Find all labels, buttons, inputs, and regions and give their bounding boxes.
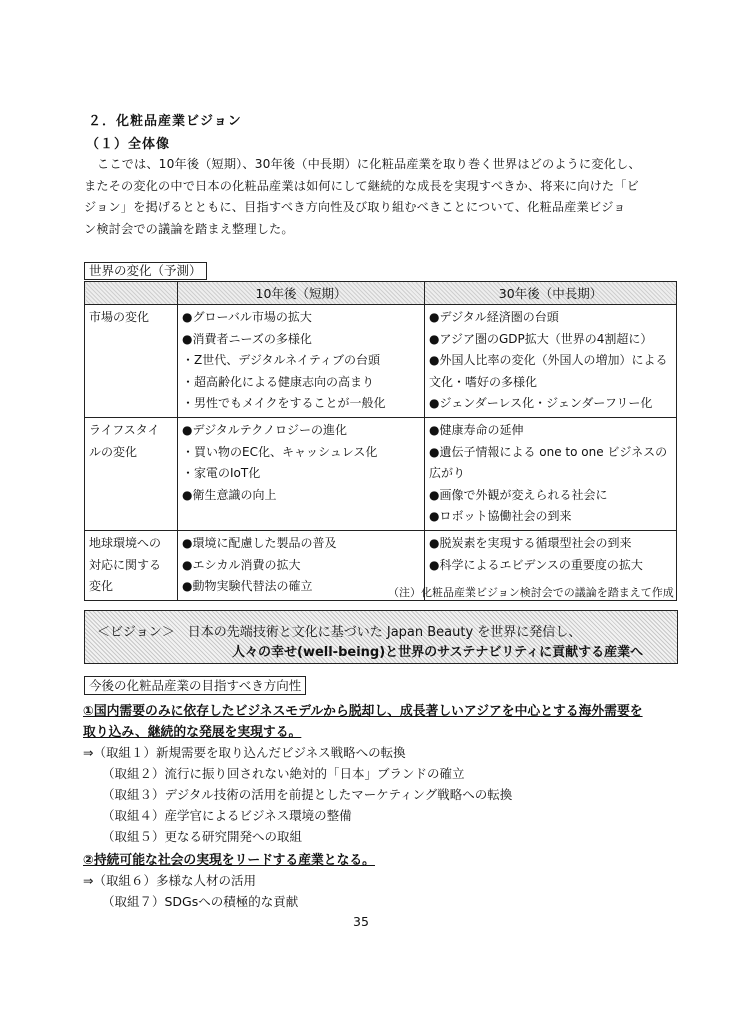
intro-line: ここでは、10年後（短期）、30年後（中長期）に化粧品産業を取り巻く世界はどのように変化し、	[97, 157, 641, 171]
cell-line: ●アジア圏のGDP拡大（世界の4割超に）	[429, 331, 653, 346]
short-term-cell	[178, 305, 425, 418]
section-heading: ２．化粧品産業ビジョン	[88, 114, 242, 129]
table-header-cell	[85, 282, 178, 305]
table-note: （注）化粧品産業ビジョン検討会での議論を踏まえて作成	[388, 586, 674, 599]
cell-line: ・買い物のEC化、キャッシュレス化	[182, 444, 378, 459]
cell-line: ●エシカル消費の拡大	[182, 557, 301, 572]
cell-line: 変化	[89, 579, 114, 594]
cell-line: ルの変化	[89, 444, 138, 459]
cell-line: ●環境に配慮した製品の普及	[182, 535, 337, 550]
cell-line: ●消費者ニーズの多様化	[182, 331, 312, 346]
directions-label: 今後の化粧品産業の目指すべき方向性	[84, 676, 306, 695]
cell-line: ライフスタイ	[89, 422, 160, 437]
table-row	[85, 417, 677, 530]
long-term-cell	[425, 305, 677, 418]
cell-line: ●画像で外観が変えられる社会に	[429, 487, 608, 502]
direction-1-line-1: ①国内需要のみに依存したビジネスモデルから脱却し、成長著しいアジアを中心とする海外需要を	[83, 704, 643, 719]
category-cell	[85, 530, 178, 600]
vision-line-2: 人々の幸せ(well-being)と世界のサステナビリティに貢献する産業へ	[232, 645, 644, 660]
cell-line: ●科学によるエビデンスの重要度の拡大	[429, 557, 643, 572]
page-number: 35	[353, 914, 369, 929]
world-change-table	[84, 281, 677, 601]
initiative-item: （取組４）産学官によるビジネス環境の整備	[102, 808, 352, 823]
initiative-item: ⇒（取組６）多様な人材の活用	[83, 873, 256, 888]
direction-2-line: ②持続可能な社会の実現をリードする産業となる。	[83, 853, 375, 868]
cell-line: ●遺伝子情報による one to one ビジネスの	[429, 444, 668, 459]
cell-line: ●ジェンダーレス化・ジェンダーフリー化	[429, 396, 653, 411]
subsection-heading: （１）全体像	[86, 137, 171, 152]
initiative-item: ⇒（取組１）新規需要を取り込んだビジネス戦略への転換	[83, 745, 406, 760]
cell-line: ●デジタル経済圏の台頭	[429, 310, 559, 324]
initiative-item: （取組７）SDGsへの積極的な貢献	[102, 894, 299, 909]
table-row	[85, 305, 677, 418]
category-cell	[85, 305, 178, 418]
cell-line: ●デジタルテクノロジーの進化	[182, 422, 348, 437]
cell-line: 広がり	[429, 466, 466, 481]
cell-line: ●動物実験代替法の確立	[182, 579, 313, 594]
short-term-cell	[178, 417, 425, 530]
cell-line: ●衛生意識の向上	[182, 487, 277, 502]
intro-line: ジョン」を掲げるとともに、目指すべき方向性及び取り組むべきことについて、化粧品産業ビジョ	[84, 200, 626, 214]
cell-line: ●脱炭素を実現する循環型社会の到来	[429, 535, 632, 550]
initiative-item: （取組２）流行に振り回されない絶対的「日本」ブランドの確立	[102, 766, 465, 781]
vision-line-1: ＜ビジョン＞ 日本の先端技術と文化に基づいた Japan Beauty を世界に発信し、	[97, 625, 582, 640]
cell-line: ●ロボット協働社会の到来	[429, 509, 572, 524]
cell-line: ・家電のIoT化	[182, 466, 261, 481]
table-header-cell: 10年後（短期）	[178, 282, 425, 305]
initiative-item: （取組５）更なる研究開発への取組	[102, 829, 303, 844]
world-change-label: 世界の変化（予測）	[84, 262, 207, 280]
table-header-cell: 30年後（中長期）	[425, 282, 677, 305]
vision-box	[84, 610, 678, 664]
intro-line: ン検討会での議論を踏まえ整理した。	[84, 221, 294, 236]
category-cell	[85, 417, 178, 530]
cell-line: ●外国人比率の変化（外国人の増加）による	[429, 353, 668, 368]
long-term-cell	[425, 417, 677, 530]
intro-paragraph	[84, 154, 674, 240]
intro-line: またその変化の中で日本の化粧品産業は如何にして継続的な成長を実現すべきか、将来に向けた「ビ	[84, 178, 639, 193]
cell-line: ・超高齢化による健康志向の高まり	[182, 374, 375, 389]
initiative-item: （取組３）デジタル技術の活用を前提としたマーケティング戦略への転換	[102, 787, 513, 802]
cell-line: 地球環境への	[89, 535, 162, 550]
cell-line: 対応に関する	[89, 557, 162, 572]
cell-line: 文化・嗜好の多様化	[429, 374, 538, 389]
direction-1-line-2: 取り込み、継続的な発展を実現する。	[83, 725, 302, 740]
cell-line: 市場の変化	[89, 310, 150, 324]
table-header-row	[85, 282, 677, 305]
cell-line: ・男性でもメイクをすることが一般化	[182, 396, 386, 411]
cell-line: ●グローバル市場の拡大	[182, 310, 312, 324]
cell-line: ・Z世代、デジタルネイティブの台頭	[182, 353, 380, 368]
cell-line: ●健康寿命の延伸	[429, 422, 524, 437]
